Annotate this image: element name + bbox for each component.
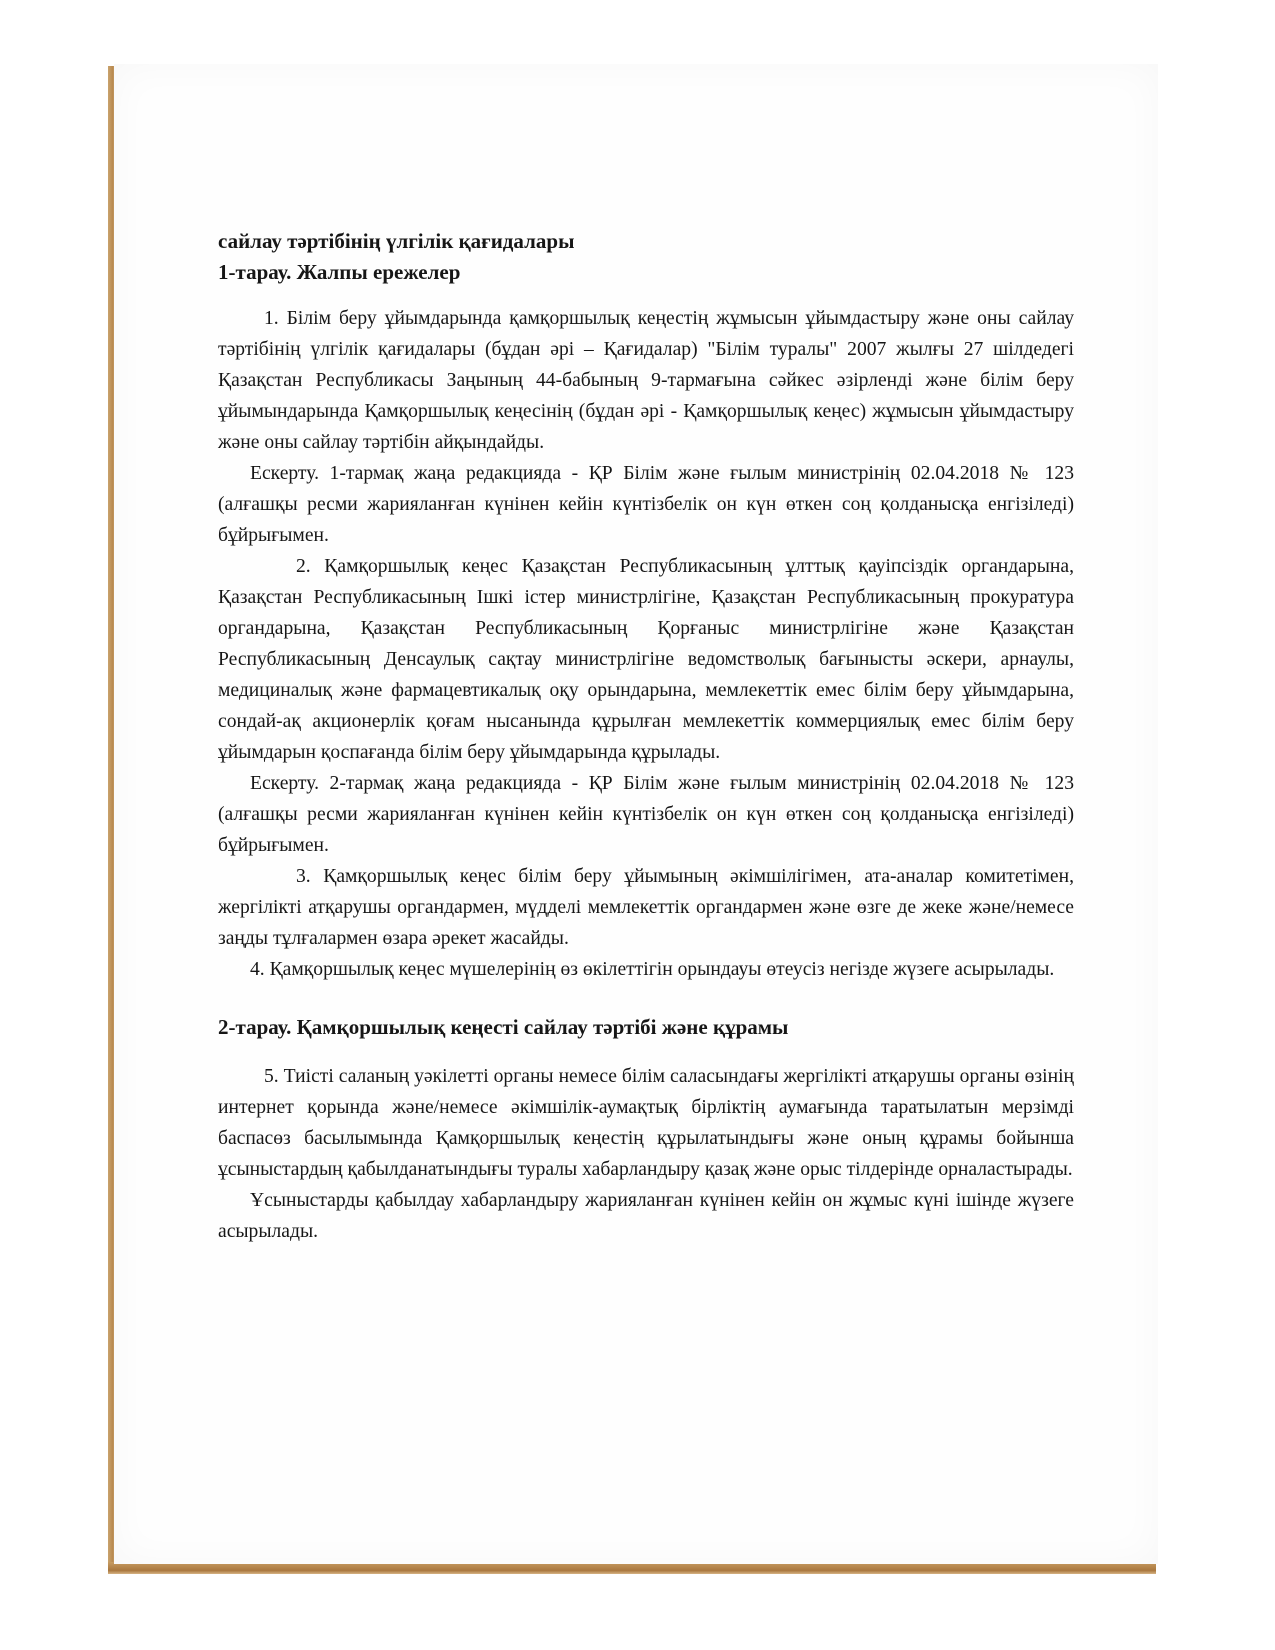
paragraph-6: Ұсыныстарды қабылдау хабарландыру жарияланған күнінен кейін он жұмыс күні ішінде жүзеге асырылады. — [218, 1190, 1074, 1242]
paragraph-4: 4. Қамқоршылық кеңес мүшелерінің өз өкілеттігін орындауы өтеусіз негізде жүзеге асырылады. — [250, 959, 1055, 980]
paragraph-3: 3. Қамқоршылық кеңес білім беру ұйымының әкімшілігімен, ата-аналар комитетімен, жергілікті атқарушы органдармен, мүдделі мемлекеттік органдармен және өзге де жеке және/немесе заңды тұлғалармен өзара әрекет жасайды. — [218, 866, 1074, 949]
document-body — [218, 226, 1074, 1247]
document-title-line: сайлау тәртібінің үлгілік қағидалары — [218, 229, 575, 253]
chapter-2-heading: 2-тарау. Қамқоршылық кеңесті сайлау тәртібі және құрамы — [218, 1015, 789, 1039]
chapter-1-heading: 1-тарау. Жалпы ережелер — [218, 260, 461, 284]
paragraph-5: 5. Тиісті саланың уәкілетті органы немесе білім саласындағы жергілікті атқарушы органы өзінің интернет қорында және/немесе әкімшілік-аумақтық бірліктің аумағында таратылатын мерзімді баспасөз басылымында Қамқоршылық кеңестің құрылатындығы және оның құрамы бойынша ұсыныстардың қабылданатындығы туралы хабарландыру қазақ және орыс тілдерінде орналастырады. — [218, 1066, 1074, 1180]
note-1: Ескерту. 1-тармақ жаңа редакцияда - ҚР Білім және ғылым министрінің 02.04.2018 № 123 (алғашқы ресми жарияланған күнінен кейін күнтізбелік он күн өткен соң қолданысқа енгізіледі) бұйрығымен. — [218, 463, 1074, 546]
paragraph-2: 2. Қамқоршылық кеңес Қазақстан Республикасының ұлттық қауіпсіздік органдарына, Қазақстан Республикасының Ішкі істер министрлігіне, Қазақстан Республикасының прокуратура органдарына, Қазақстан Республикасының Қорғаныс министрлігіне және Қазақстан Республикасының Денсаулық сақтау министрлігіне ведомстволық бағынысты әскери, арнаулы, медициналық және фармацевтикалық оқу орындарына, мемлекеттік емес білім беру ұйымдарына, сондай-ақ акционерлік қоғам нысанында құрылған мемлекеттік коммерциялық емес білім беру ұйымдарын қоспағанда білім беру ұйымдарында құрылады. — [218, 556, 1074, 763]
note-2: Ескерту. 2-тармақ жаңа редакцияда - ҚР Білім және ғылым министрінің 02.04.2018 № 123 (алғашқы ресми жарияланған күнінен кейін күнтізбелік он күн өткен соң қолданысқа енгізіледі) бұйрығымен. — [218, 773, 1074, 856]
paragraph-1: 1. Білім беру ұйымдарында қамқоршылық кеңестің жұмысын ұйымдастыру және оны сайлау тәртібінің үлгілік қағидалары (бұдан әрі – Қағидалар) "Білім туралы" 2007 жылғы 27 шілдедегі Қазақстан Республикасы Заңының 44-бабының 9-тармағына сәйкес әзірленді және білім беру ұйымындарында Қамқоршылық кеңесінің (бұдан әрі - Қамқоршылық кеңес) жұмысын ұйымдастыру және оны сайлау тәртібін айқындайды. — [218, 308, 1074, 453]
